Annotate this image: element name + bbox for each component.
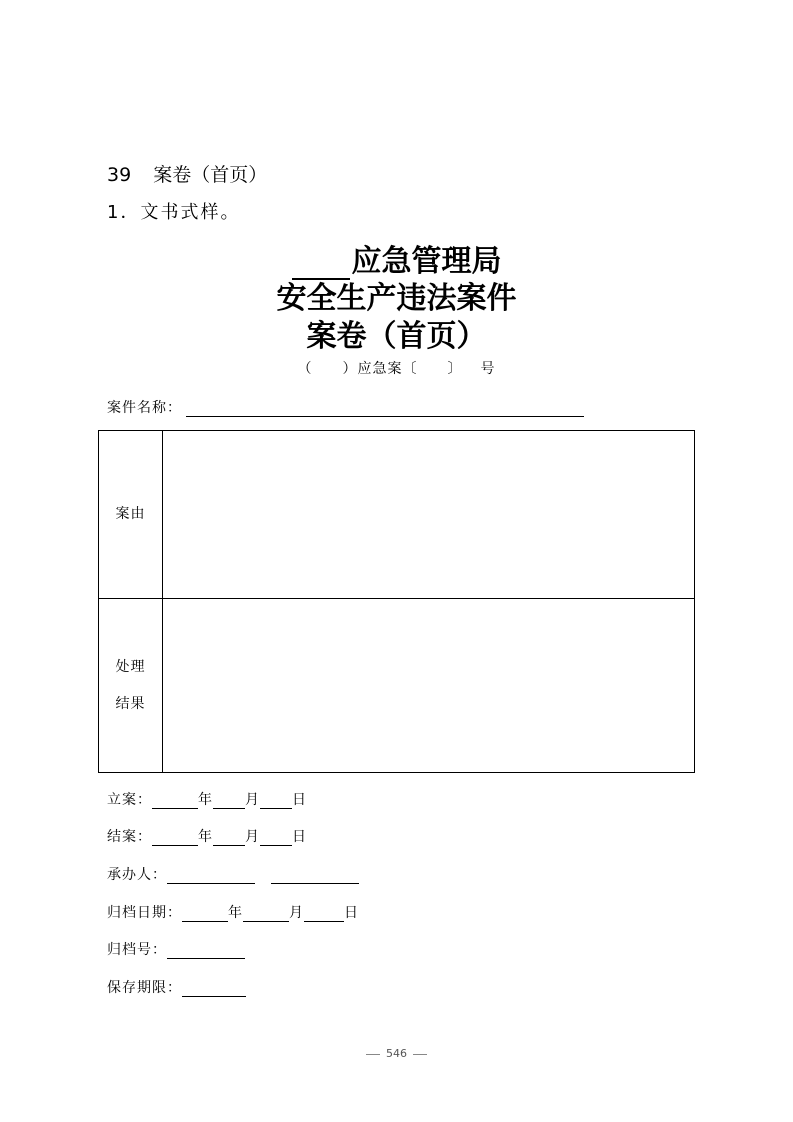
closing-day-field[interactable] xyxy=(260,831,292,846)
case-name-label: 案件名称： xyxy=(107,400,182,416)
document-title-line3: 案卷（首页） xyxy=(306,319,487,354)
handler-field-2[interactable] xyxy=(271,869,359,884)
filing-day-field[interactable] xyxy=(260,794,292,809)
archive-date-label: 归档日期： xyxy=(107,905,182,921)
closing-month-field[interactable] xyxy=(213,831,245,846)
archive-day-field[interactable] xyxy=(304,907,344,922)
archive-number-label: 归档号： xyxy=(107,942,167,958)
docno-middle: ）应急案〔 xyxy=(342,361,418,377)
subheading: 1．文书式样。 xyxy=(107,202,241,223)
archive-year-field[interactable] xyxy=(182,907,228,922)
footer-dash-left xyxy=(366,1054,380,1055)
filing-year-field[interactable] xyxy=(152,794,198,809)
retention-row xyxy=(107,977,246,997)
archive-date-row: 归档日期： 年 月 日 xyxy=(107,905,359,921)
case-name-field[interactable] xyxy=(186,402,584,417)
page-number: 546 xyxy=(386,1047,407,1060)
case-table xyxy=(98,430,695,773)
handler-field-1[interactable] xyxy=(167,869,255,884)
filing-date-row: 立案： 年 月 日 xyxy=(107,792,307,808)
section-heading xyxy=(107,160,267,187)
result-label: 处理 结果 xyxy=(99,599,163,773)
footer-dash-right xyxy=(413,1054,427,1055)
closing-label: 结案： xyxy=(107,829,152,845)
result-row xyxy=(99,599,695,773)
docno-open-paren: （ xyxy=(297,361,313,377)
section-number: 39 xyxy=(107,164,132,186)
document-number xyxy=(0,358,793,378)
page-footer xyxy=(0,1047,793,1060)
case-reason-label: 案由 xyxy=(99,431,163,599)
docno-hao: 号 xyxy=(480,361,496,377)
section-title: 案卷（首页） xyxy=(153,164,268,186)
closing-date-row: 结案： 年 月 日 xyxy=(107,829,307,845)
retention-field[interactable] xyxy=(182,982,246,997)
handler-label: 承办人： xyxy=(107,867,167,883)
case-reason-cell[interactable] xyxy=(163,431,695,599)
archive-month-field[interactable] xyxy=(243,907,289,922)
closing-year-field[interactable] xyxy=(152,831,198,846)
handler-row xyxy=(107,864,359,884)
filing-label: 立案： xyxy=(107,792,152,808)
document-title-line2: 安全生产违法案件 xyxy=(276,281,517,316)
docno-close-bracket: 〕 xyxy=(447,361,463,377)
archive-number-field[interactable] xyxy=(167,944,245,959)
case-reason-row xyxy=(99,431,695,599)
archive-number-row xyxy=(107,939,245,959)
title-line1-text: 应急管理局 xyxy=(351,244,502,279)
filing-month-field[interactable] xyxy=(213,794,245,809)
case-name-row xyxy=(107,397,584,417)
result-cell[interactable] xyxy=(163,599,695,773)
retention-label: 保存期限： xyxy=(107,980,182,996)
